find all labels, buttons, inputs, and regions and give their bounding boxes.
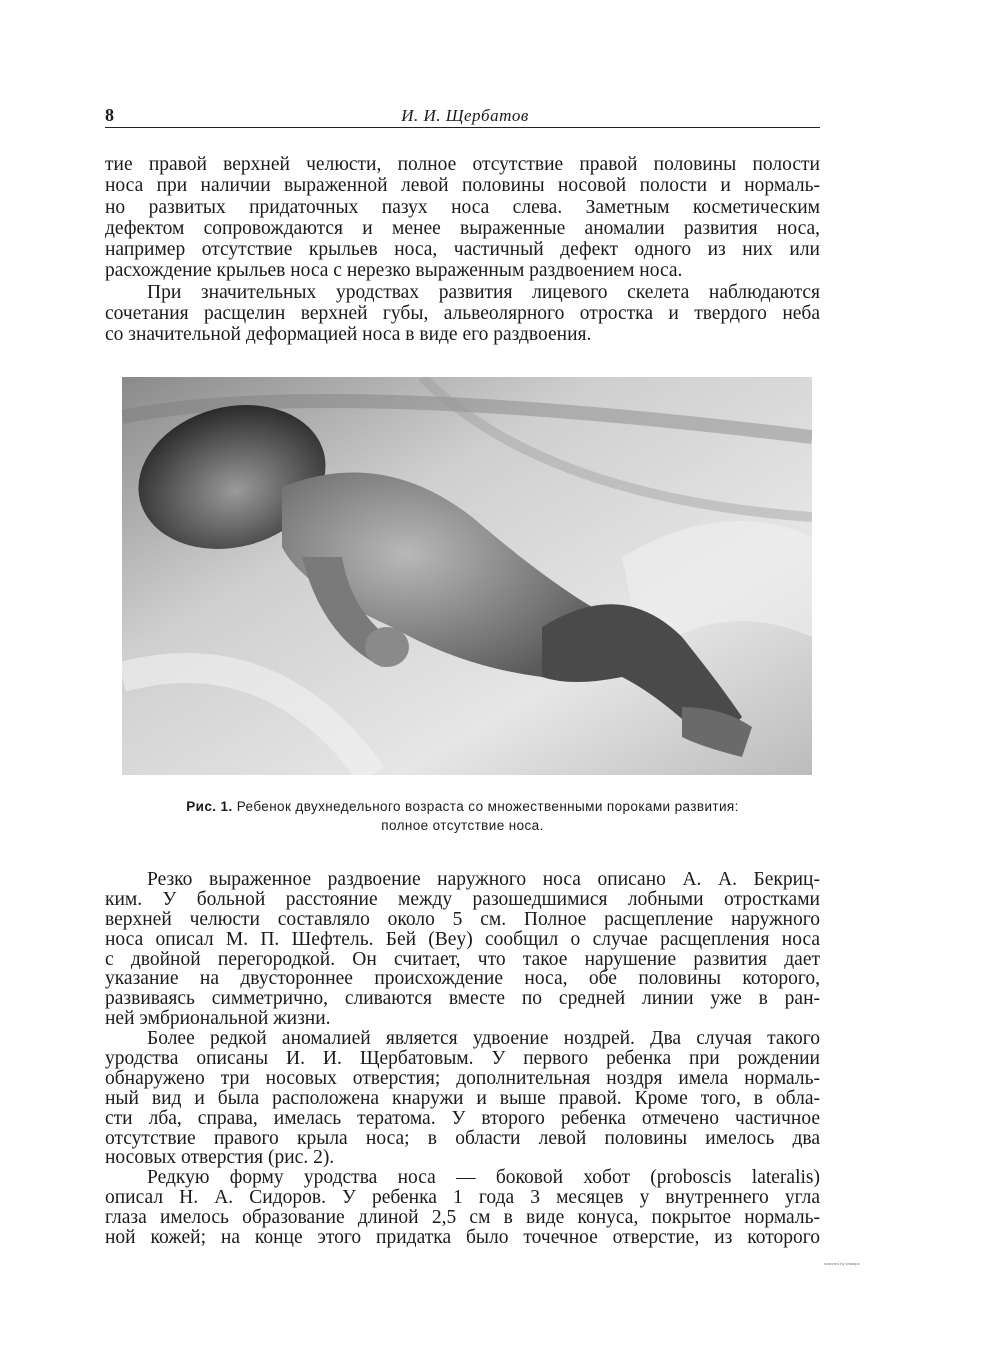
text-line: обнаружено три носовых отверстия; дополнительная ноздря имела нормаль- bbox=[105, 1067, 820, 1089]
text-line: ней эмбриональной жизни. bbox=[105, 1008, 331, 1030]
text-line: ким. У больной расстояние между разошедшимися лобными отростками bbox=[105, 888, 820, 910]
text-line: носа при наличии выраженной левой половины носовой полости и нормаль- bbox=[105, 175, 820, 197]
text-line: верхней челюсти составляло около 5 см. Полное расщепление наружного bbox=[105, 908, 820, 930]
text-line: развиваясь симметрично, сливаются вместе по средней линии уже в ран- bbox=[105, 988, 820, 1010]
text-line: уродства описаны И. И. Щербатовым. У первого ребенка при рождении bbox=[105, 1048, 820, 1070]
text-line: При значительных уродствах развития лицевого скелета наблюдаются bbox=[147, 281, 820, 303]
text-line: Более редкой аномалией является удвоение ноздрей. Два случая такого bbox=[147, 1028, 820, 1050]
text-line: с двойной перегородкой. Он считает, что такое нарушение развития дает bbox=[105, 948, 820, 970]
body-text-top bbox=[105, 154, 820, 346]
figure-1-caption bbox=[105, 797, 820, 835]
text-line: например отсутствие крыльев носа, частичный дефект одного из них или bbox=[105, 239, 820, 261]
text-line: расхождение крыльев носа с нерезко выраженным раздвоением носа. bbox=[105, 260, 683, 282]
text-line: Резко выраженное раздвоение наружного носа описано А. А. Бекриц- bbox=[147, 869, 820, 890]
text-line: указание на двустороннее происхождение носа, обе половины которого, bbox=[105, 968, 820, 990]
text-line: ный вид и была расположена кнаружи и выше правой. Кроме того, в обла- bbox=[105, 1087, 820, 1109]
page-number: 8 bbox=[105, 105, 114, 125]
text-line: Редкую форму уродства носа — боковой хобот (proboscis lateralis) bbox=[147, 1167, 820, 1189]
text-line: сти лба, справа, имелась тератома. У второго ребенка отмечено частичное bbox=[105, 1107, 820, 1129]
scanner-stamp: scanned by shaatpo bbox=[824, 1261, 860, 1266]
text-line: дефектом сопровождаются и менее выраженные аномалии развития носа, bbox=[105, 217, 820, 239]
body-text-bottom bbox=[105, 870, 820, 1248]
text-line: тие правой верхней челюсти, полное отсутствие правой половины полости bbox=[105, 154, 820, 175]
text-line: но развитых придаточных пазух носа слева. Заметным косметическим bbox=[105, 196, 820, 218]
text-line: ной кожей; на конце этого придатка было точечное отверстие, из которого bbox=[105, 1227, 820, 1249]
caption-line-2: полное отсутствие носа. bbox=[381, 818, 544, 833]
text-line: описал Н. А. Сидоров. У ребенка 1 года 3 месяцев у внутреннего угла bbox=[105, 1187, 820, 1209]
running-title: И. И. Щербатов bbox=[401, 106, 529, 125]
text-line: отсутствие правого крыла носа; в области левой половины имелось два bbox=[105, 1127, 820, 1149]
text-line: со значительной деформацией носа в виде его раздвоения. bbox=[105, 324, 592, 346]
text-line: носа описал М. П. Шефтель. Бей (Bey) сообщил о случае расщепления носа bbox=[105, 928, 820, 950]
text-line: носовых отверстия (рис. 2). bbox=[105, 1147, 335, 1169]
figure-label: Рис. 1. bbox=[186, 799, 233, 814]
figure-1-photo bbox=[122, 377, 812, 775]
header-rule bbox=[105, 127, 820, 128]
caption-line-1: Ребенок двухнедельного возраста со множественными пороками развития: bbox=[236, 799, 739, 814]
text-line: сочетания расщелин верхней губы, альвеолярного отростка и твердого неба bbox=[105, 303, 820, 325]
text-line: глаза имелось образование длиной 2,5 см в виде конуса, покрытое нормаль- bbox=[105, 1207, 820, 1229]
